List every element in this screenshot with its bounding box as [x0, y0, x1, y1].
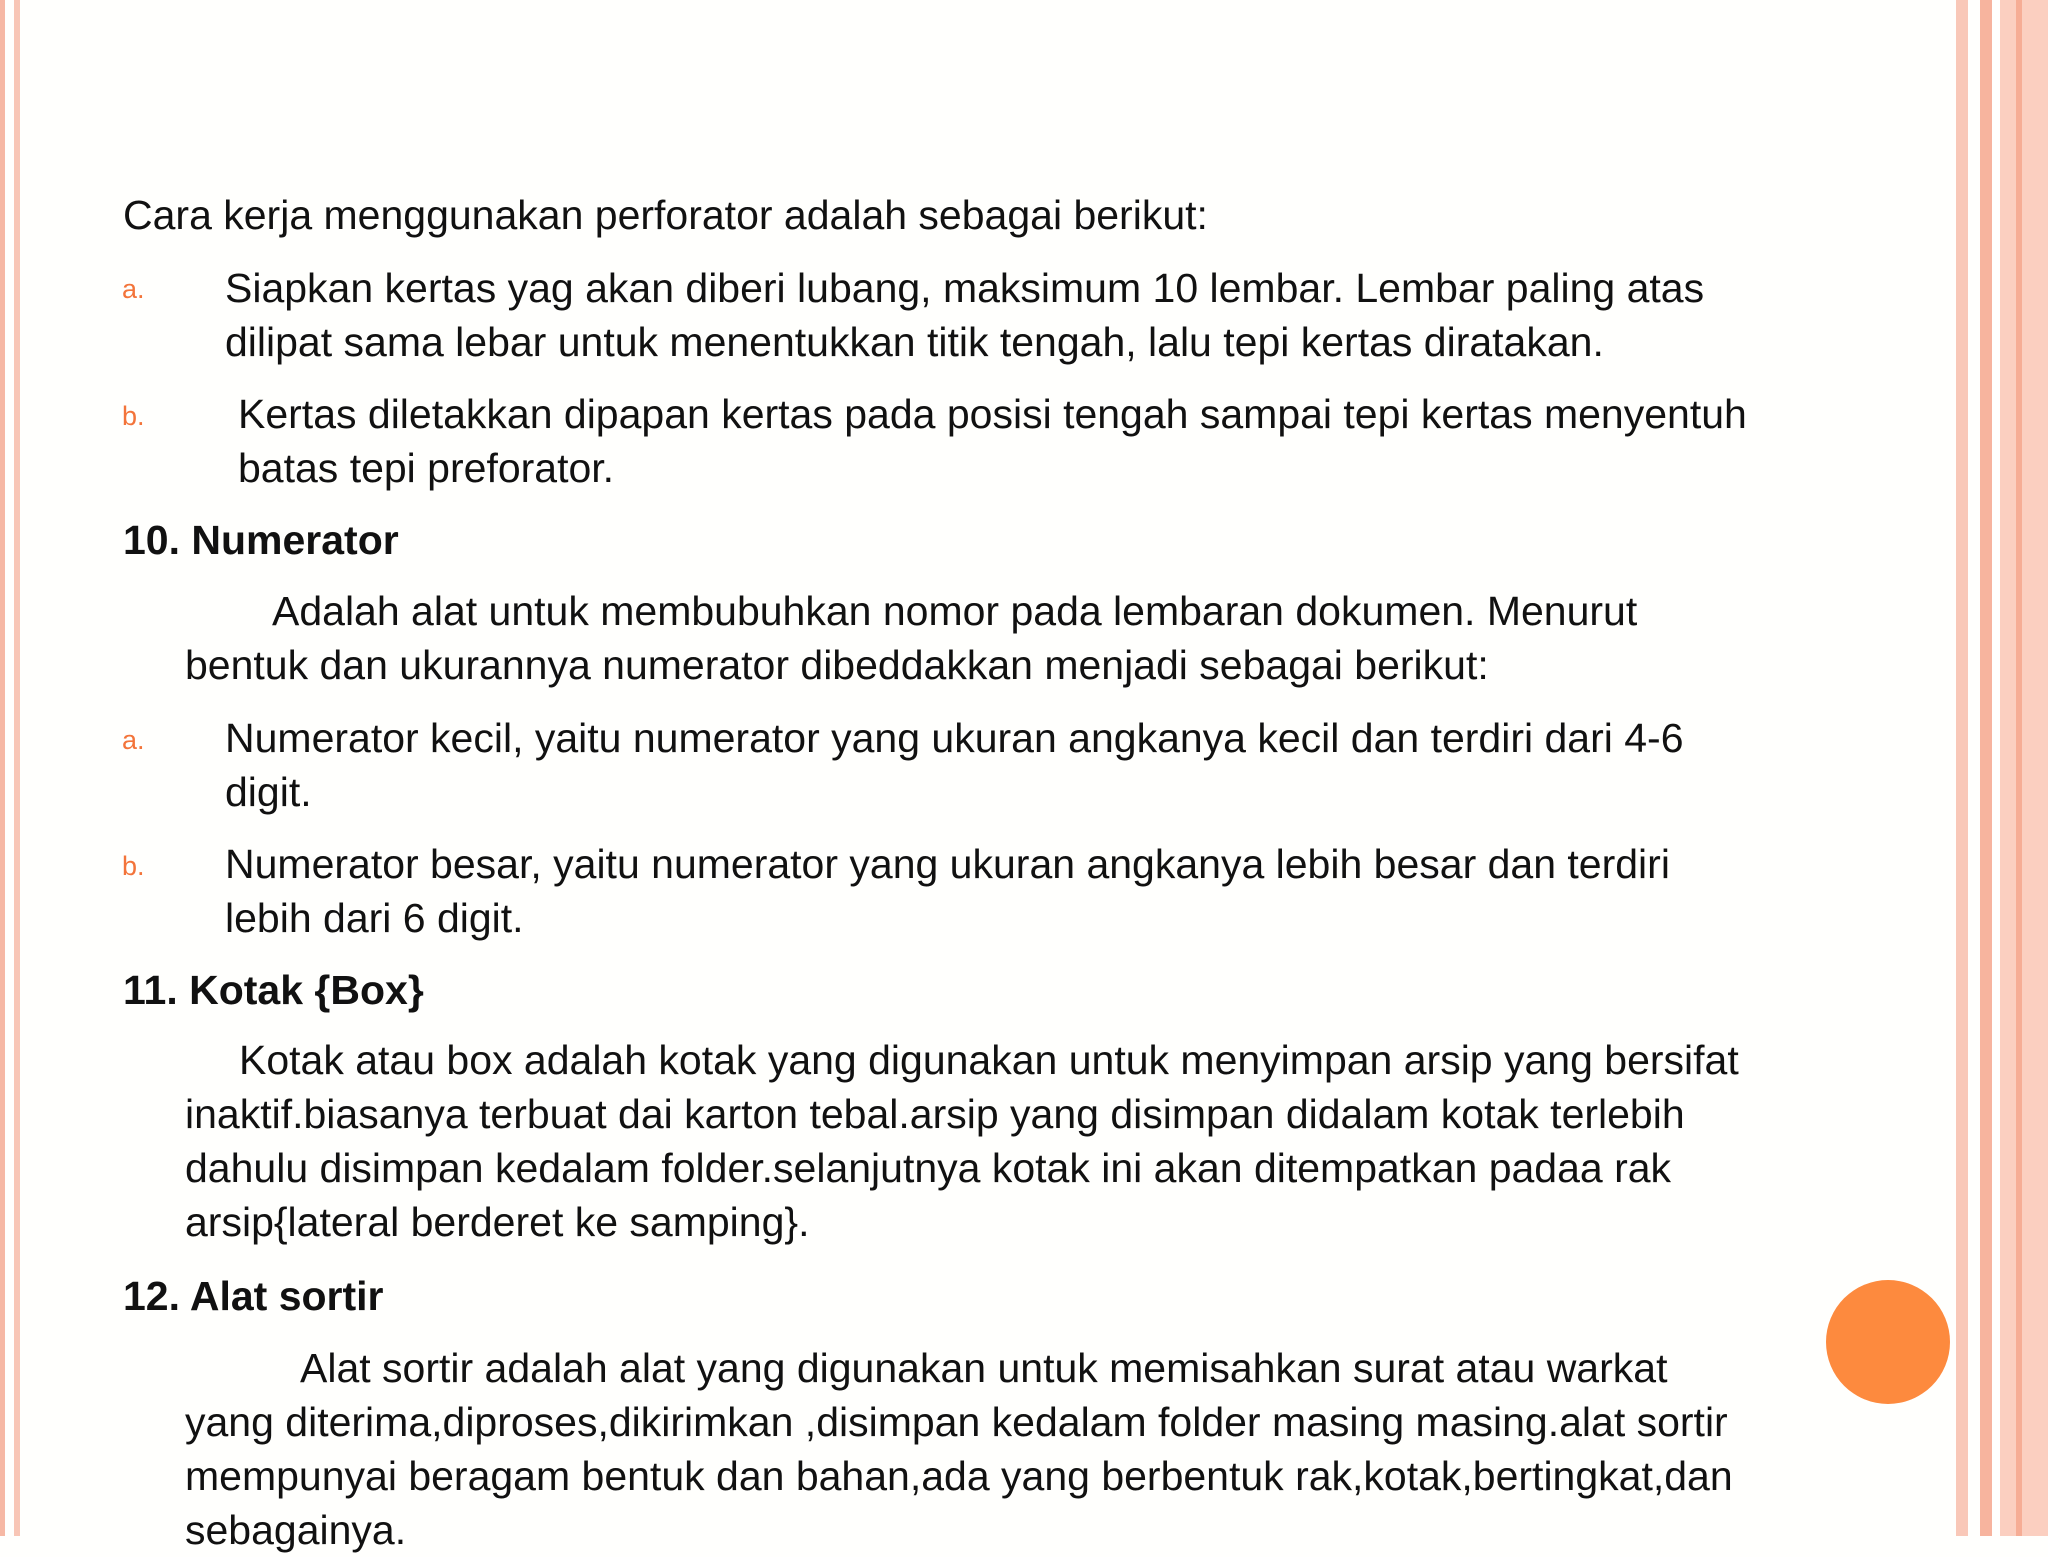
- list-item-text: Kertas diletakkan dipapan kertas pada posisi tengah sampai tepi kertas menyentuh: [238, 391, 1747, 437]
- right-border-stripe: [1980, 0, 1992, 1536]
- paragraph-line: mempunyai beragam bentuk dan bahan,ada yang berbentuk rak,kotak,bertingkat,dan: [185, 1453, 1733, 1499]
- paragraph-line: Adalah alat untuk membubuhkan nomor pada lembaran dokumen. Menurut: [272, 588, 1638, 634]
- right-border-stripe: [2016, 0, 2022, 1536]
- paragraph-line: arsip{lateral berderet ke samping}.: [185, 1199, 810, 1245]
- list-marker: a.: [122, 725, 145, 755]
- right-border-band: [2000, 0, 2048, 1536]
- list-item-text: batas tepi preforator.: [238, 445, 615, 491]
- paragraph-line: Kotak atau box adalah kotak yang digunakan untuk menyimpan arsip yang bersifat: [239, 1037, 1739, 1083]
- paragraph-line: bentuk dan ukurannya numerator dibeddakkan menjadi sebagai berikut:: [185, 642, 1489, 688]
- list-item-text: Numerator besar, yaitu numerator yang ukuran angkanya lebih besar dan terdiri: [225, 841, 1670, 887]
- list-item-text: dilipat sama lebar untuk menentukkan titik tengah, lalu tepi kertas diratakan.: [225, 319, 1604, 365]
- section-heading: 12. Alat sortir: [123, 1273, 384, 1319]
- list-marker: b.: [122, 401, 145, 431]
- list-marker: a.: [122, 274, 145, 304]
- paragraph-line: yang diterima,diproses,dikirimkan ,disimpan kedalam folder masing masing.alat sortir: [185, 1399, 1728, 1445]
- list-marker: b.: [122, 851, 145, 881]
- paragraph-line: inaktif.biasanya terbuat dai karton tebal.arsip yang disimpan didalam kotak terlebih: [185, 1091, 1685, 1137]
- orange-circle-decoration: [1826, 1280, 1950, 1404]
- paragraph-line: Alat sortir adalah alat yang digunakan untuk memisahkan surat atau warkat: [300, 1345, 1668, 1391]
- paragraph-line: sebagainya.: [185, 1507, 407, 1553]
- list-item-text: Numerator kecil, yaitu numerator yang ukuran angkanya kecil dan terdiri dari 4-6: [225, 715, 1684, 761]
- paragraph-line: dahulu disimpan kedalam folder.selanjutnya kotak ini akan ditempatkan padaa rak: [185, 1145, 1672, 1191]
- intro-text: Cara kerja menggunakan perforator adalah sebagai berikut:: [123, 192, 1208, 238]
- list-item-text: lebih dari 6 digit.: [225, 895, 524, 941]
- list-item-text: Siapkan kertas yag akan diberi lubang, maksimum 10 lembar. Lembar paling atas: [225, 265, 1705, 311]
- list-item-text: digit.: [225, 769, 312, 815]
- section-heading: 11. Kotak {Box}: [123, 967, 424, 1013]
- section-heading: 10. Numerator: [123, 517, 399, 563]
